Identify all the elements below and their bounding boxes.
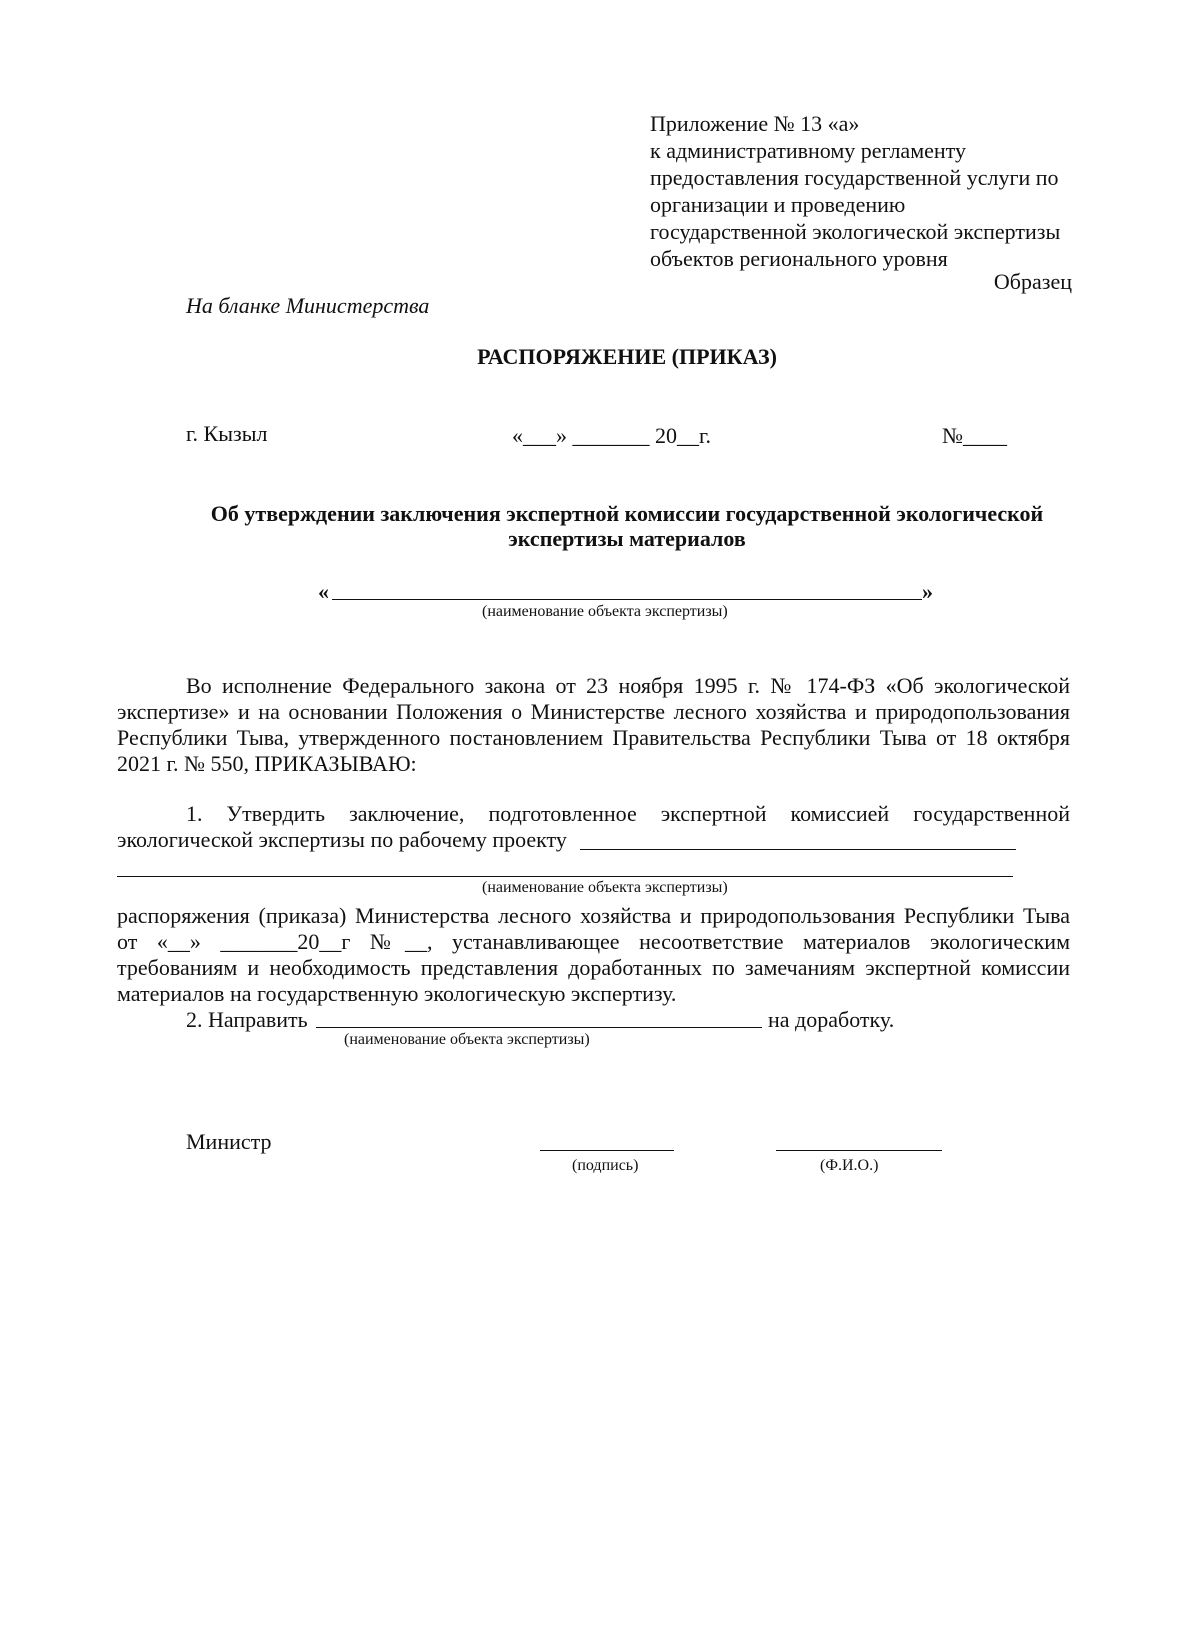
signature-caption: (подпись) — [572, 1157, 639, 1174]
signature-underline — [540, 1150, 674, 1151]
name-caption: (Ф.И.О.) — [820, 1157, 879, 1174]
item2-underline — [316, 1027, 762, 1028]
object-name-underline — [332, 599, 922, 600]
place-label: г. Кызыл — [186, 421, 268, 446]
item1-cont-line: материалов на государственную экологическую экспертизу. — [117, 981, 677, 1006]
appendix-line: Приложение № 13 «а» — [650, 111, 860, 136]
appendix-block — [650, 110, 1060, 272]
preamble-line: 2021 г. № 550, ПРИКАЗЫВАЮ: — [117, 751, 417, 776]
item2-caption: (наименование объекта экспертизы) — [344, 1031, 590, 1048]
preamble-line: Республики Тыва, утвержденного постановлением Правительства Республики Тыва от 18 октября — [117, 725, 1070, 750]
object-quote-close: » — [922, 579, 933, 604]
item1-cont-line: требованиям и необходимость представления доработанных по замечаниям экспертной комиссии — [117, 955, 1070, 980]
number-field: №____ — [942, 423, 1007, 448]
name-underline — [776, 1150, 942, 1151]
sample-label: Образец — [993, 269, 1072, 294]
subject-line: Об утверждении заключения экспертной комиссии государственной экологической — [210, 501, 1044, 526]
date-field: «___» _______ 20__г. — [512, 423, 712, 448]
appendix-line: предоставления государственной услуги по — [650, 165, 1059, 190]
object-caption: (наименование объекта экспертизы) — [482, 603, 728, 620]
item1-caption: (наименование объекта экспертизы) — [482, 879, 728, 896]
preamble-line: Во исполнение Федерального закона от 23 ноября 1995 г. № 174-ФЗ «Об экологической — [186, 673, 1070, 698]
subject-line: экспертизы материалов — [508, 526, 746, 551]
appendix-line: к административному регламенту — [650, 138, 966, 163]
appendix-line: объектов регионального уровня — [650, 246, 948, 271]
letterhead-note: На бланке Министерства — [186, 293, 430, 318]
appendix-line: организации и проведению — [650, 192, 906, 217]
item2-suffix: на доработку. — [768, 1007, 895, 1032]
preamble-line: экспертизе» и на основании Положения о Министерстве лесного хозяйства и природопользования — [117, 699, 1070, 724]
item1-line: экологической экспертизы по рабочему проекту — [117, 827, 567, 852]
appendix-line: государственной экологической экспертизы — [650, 219, 1061, 244]
item1-cont-line: от «__» _______20__г №__, устанавливающее несоответствие материалов экологическим — [117, 929, 1070, 954]
project-name-underline — [580, 849, 1016, 850]
item2-prefix: 2. Направить — [186, 1007, 308, 1032]
item1-line: 1. Утвердить заключение, подготовленное экспертной комиссией государственной — [186, 801, 1070, 826]
signatory-title: Министр — [186, 1129, 272, 1154]
project-name-underline-2 — [117, 876, 1013, 877]
item1-cont-line: распоряжения (приказа) Министерства лесного хозяйства и природопользования Республики Тыва — [117, 903, 1070, 928]
object-quote-open: « — [318, 579, 329, 604]
document-type-title: РАСПОРЯЖЕНИЕ (ПРИКАЗ) — [477, 344, 777, 369]
